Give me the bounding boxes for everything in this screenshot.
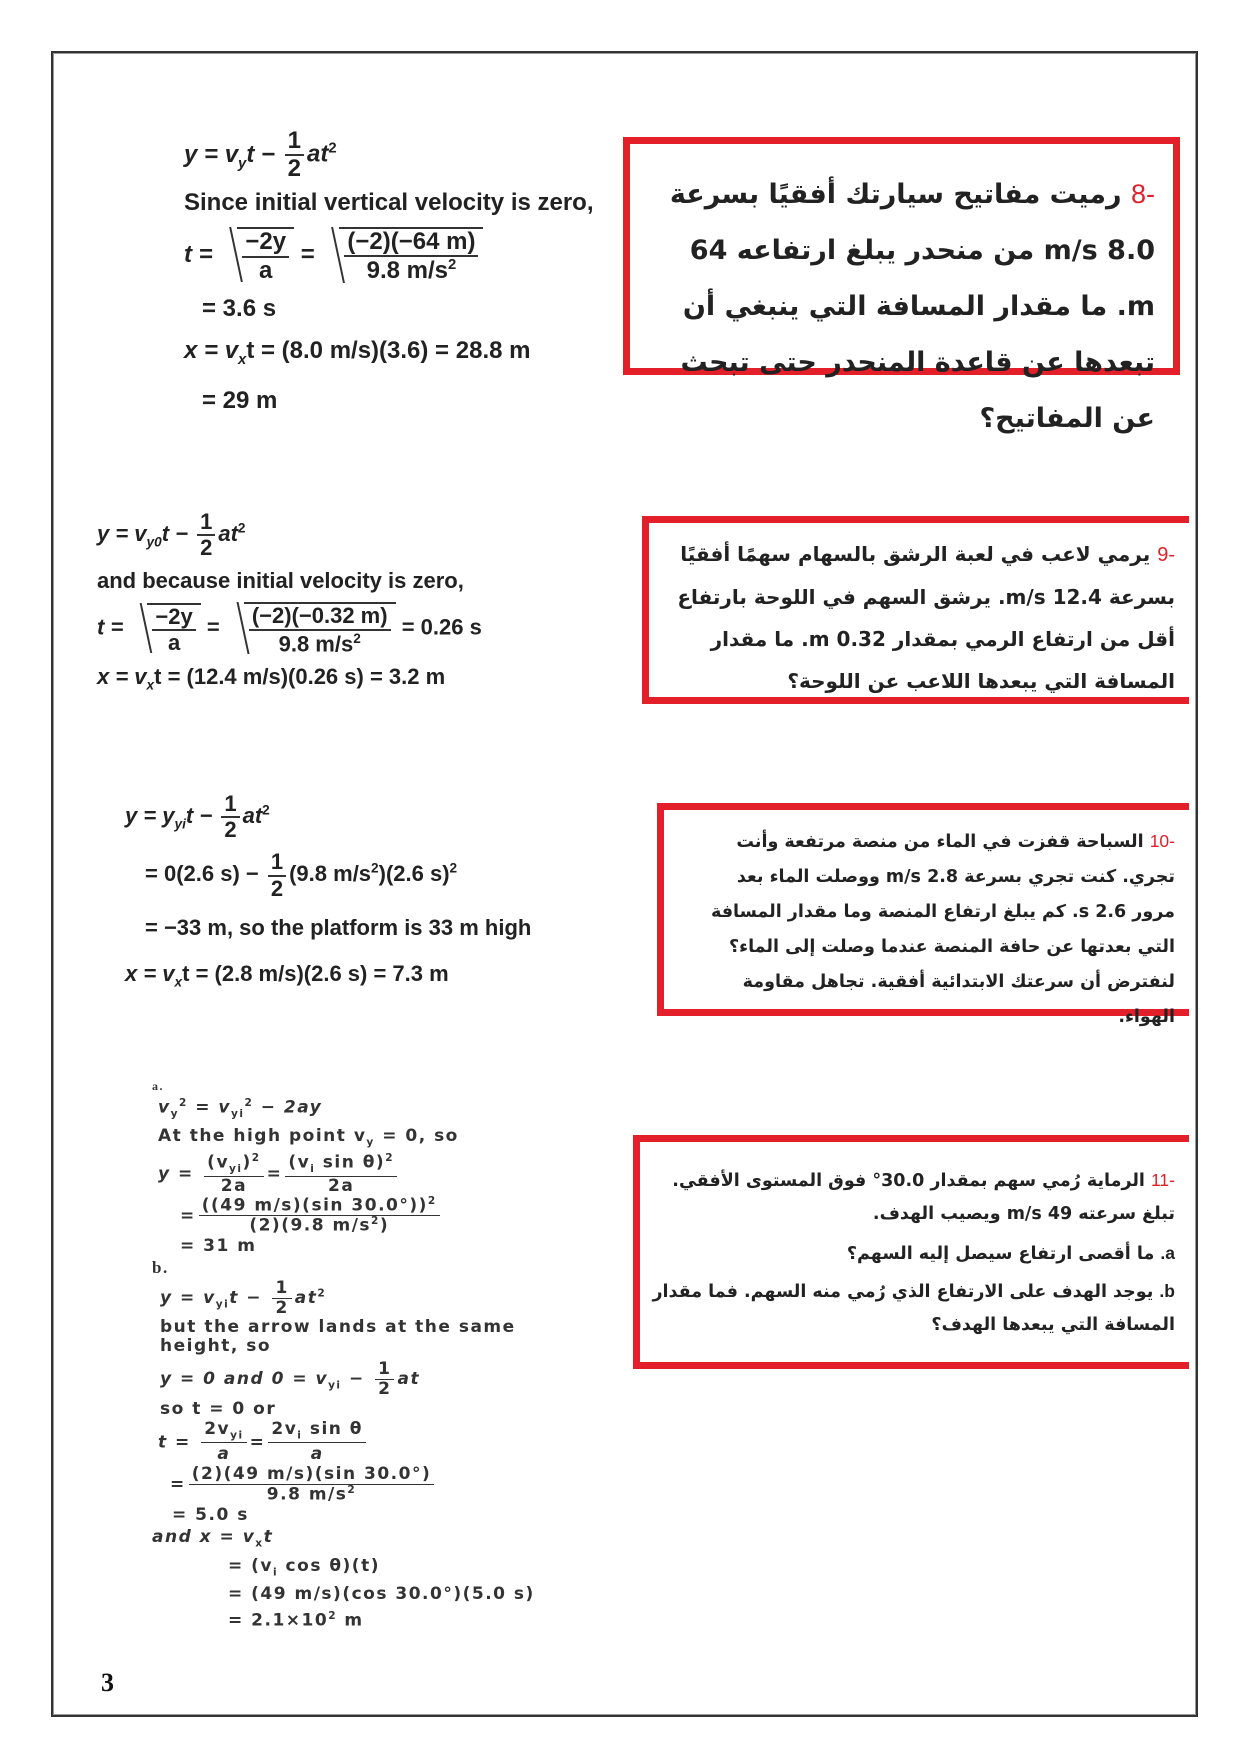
equation: $v_y^2 = v_{yi}^2 - 2ay$ <box>158 1097 323 1121</box>
explanation-text: so t = 0 or <box>160 1399 277 1420</box>
question-text: قفزت في الماء من منصة مرتفعة وأنت تجري. كنت تجري بسرعة 2.8 m/s ووصلت الماء بعد مرور 2.6 s. كم يبلغ ارتفاع المنصة وما مقدار المسافة التي بعدتها عن حافة المنصة عندما وصلت إلى الماء؟ لنفترض أن سرعتك الابتدائية أفقية. تجاهل مقاومة الهواء. <box>710 832 1175 1027</box>
page-number: 3 <box>101 1668 114 1697</box>
question-8-box <box>623 137 1180 434</box>
equation: $x = v_xt = (12.4$ m/s)(0.26 s) = 3.2 m <box>97 664 446 693</box>
solution-10 <box>125 792 531 989</box>
question-number: -11 <box>1151 1170 1175 1190</box>
equation: t = $\frac{-2y}{a}$ = $\frac{(-2)(-0.32 m)}{9.8 m/s^2}$ = 0.26 s <box>97 603 482 656</box>
equation: t = $\frac{2v_{yi}}{a}$ = $\frac{2v_i \sin \theta}{a}$ <box>158 1420 580 1465</box>
equation: = $\frac{((49 m/s)(\sin 30.0^\circ))^2}{(2)(9.8 m/s^2)}$ <box>180 1196 580 1236</box>
equation: and $x = v_xt$ <box>152 1527 274 1550</box>
part-text: يوجد الهدف على الارتفاع الذي رُمي منه السهم. فما مقدار المسافة التي يبعدها الهدف؟ <box>652 1282 1175 1335</box>
result: = −33 m, so the platform is 33 m high <box>145 914 532 940</box>
question-11-stem <box>650 1164 1175 1231</box>
equation: = $\frac{(2)(49 m/s)(\sin 30.0^\circ)}{9.8 m/s^2}$ <box>170 1465 580 1504</box>
result: = 5.0 s <box>172 1505 249 1526</box>
equation: y = 0 and $0 = v_{yi}$ − $\frac{1}{2}$ at <box>160 1358 421 1399</box>
part-label: b. <box>152 1258 169 1278</box>
question-text: يرمي لاعب في لعبة الرشق بالسهام سهمًا أفقيًا بسرعة 12.4 m/s. يرشق السهم في اللوحة بارتفاع أقل من ارتفاع الرمي بمقدار 0.32 m. ما مقدار المسافة التي يبعدها اللاعب عن اللوحة؟ <box>677 542 1175 693</box>
solution-11 <box>152 1080 580 1632</box>
result: = 31 m <box>180 1236 257 1257</box>
explanation-text: and because initial velocity is zero, <box>97 568 464 594</box>
equation: $y = v_{y0}t$ − $\frac{1}{2}$ $at^2$ <box>97 509 246 561</box>
question-number: -8 <box>1130 179 1155 209</box>
question-number: -10 <box>1149 831 1175 851</box>
explanation-text: At the high point $v_y = 0$, so <box>158 1126 459 1149</box>
question-text: رميت مفاتيح سيارتك أفقيًا بسرعة 8.0 m/s من منحدر يبلغ ارتفاعه 64 m. ما مقدار المسافة التي ينبغي أن تبعدها عن قاعدة المنحدر حتى تبحث عن المفاتيح؟ <box>669 179 1155 434</box>
question-11a <box>650 1237 1175 1271</box>
part-label: a. <box>152 1079 164 1093</box>
question-number: -9 <box>1157 544 1175 566</box>
explanation-text: but the arrow lands at the same height, so <box>160 1316 516 1356</box>
equation: = 0(2.6 s) − $\frac{1}{2}$ (9.8 $m/s^2)(2.6$ s)$^2$ <box>145 849 458 901</box>
equation: y = $\frac{(v_{yi})^2}{2a}$ = $\frac{(v_i \sin \theta)^2}{2a}$ <box>158 1153 580 1195</box>
solution-9 <box>97 510 482 692</box>
part-label: b. <box>1159 1281 1175 1301</box>
part-text: ما أقصى ارتفاع سيصل إليه السهم؟ <box>846 1244 1155 1264</box>
question-11b <box>650 1275 1175 1342</box>
result: = $2.1\times 10^2$ m <box>228 1610 364 1631</box>
part-label: a. <box>1160 1243 1175 1263</box>
equation: t = $\frac{-2y}{a}$ = $\frac{(-2)(-64 m)}{9.8 m/s^2}$ <box>184 227 594 285</box>
question-10-box <box>657 803 1189 1027</box>
equation: $y = v_{yi}t$ − $\frac{1}{2}$ $at^2$ <box>160 1278 327 1319</box>
result: = 29 m <box>202 387 278 415</box>
equation: $y = v_yt$ − $\frac{1}{2}$ $at^2$ <box>184 127 337 183</box>
explanation-text: Since initial vertical velocity is zero, <box>184 188 594 216</box>
equation: $x = v_xt = (8.0$ m/s)(3.6) = 28.8 m <box>184 336 531 368</box>
question-11-box <box>633 1135 1189 1369</box>
question-text: رُمي سهم بمقدار 30.0° فوق المستوى الأفقي. تبلغ سرعته 49 m/s ويصيب الهدف. <box>672 1171 1175 1224</box>
question-title: السباحة <box>1076 832 1144 852</box>
result: = 3.6 s <box>202 294 277 322</box>
equation: = ($v_i$ cos θ)(t) <box>228 1555 380 1578</box>
question-9-box <box>642 516 1189 704</box>
equation: $y = y_{yi}t$ − $\frac{1}{2}$ $at^2$ <box>125 791 270 843</box>
equation: $x = v_xt = (2.8$ m/s)(2.6 s) = 7.3 m <box>125 960 449 990</box>
solution-8 <box>184 128 594 415</box>
question-title: الرماية <box>1086 1171 1145 1191</box>
equation: = (49 m/s)(cos 30.0°)(5.0 s) <box>228 1584 535 1604</box>
